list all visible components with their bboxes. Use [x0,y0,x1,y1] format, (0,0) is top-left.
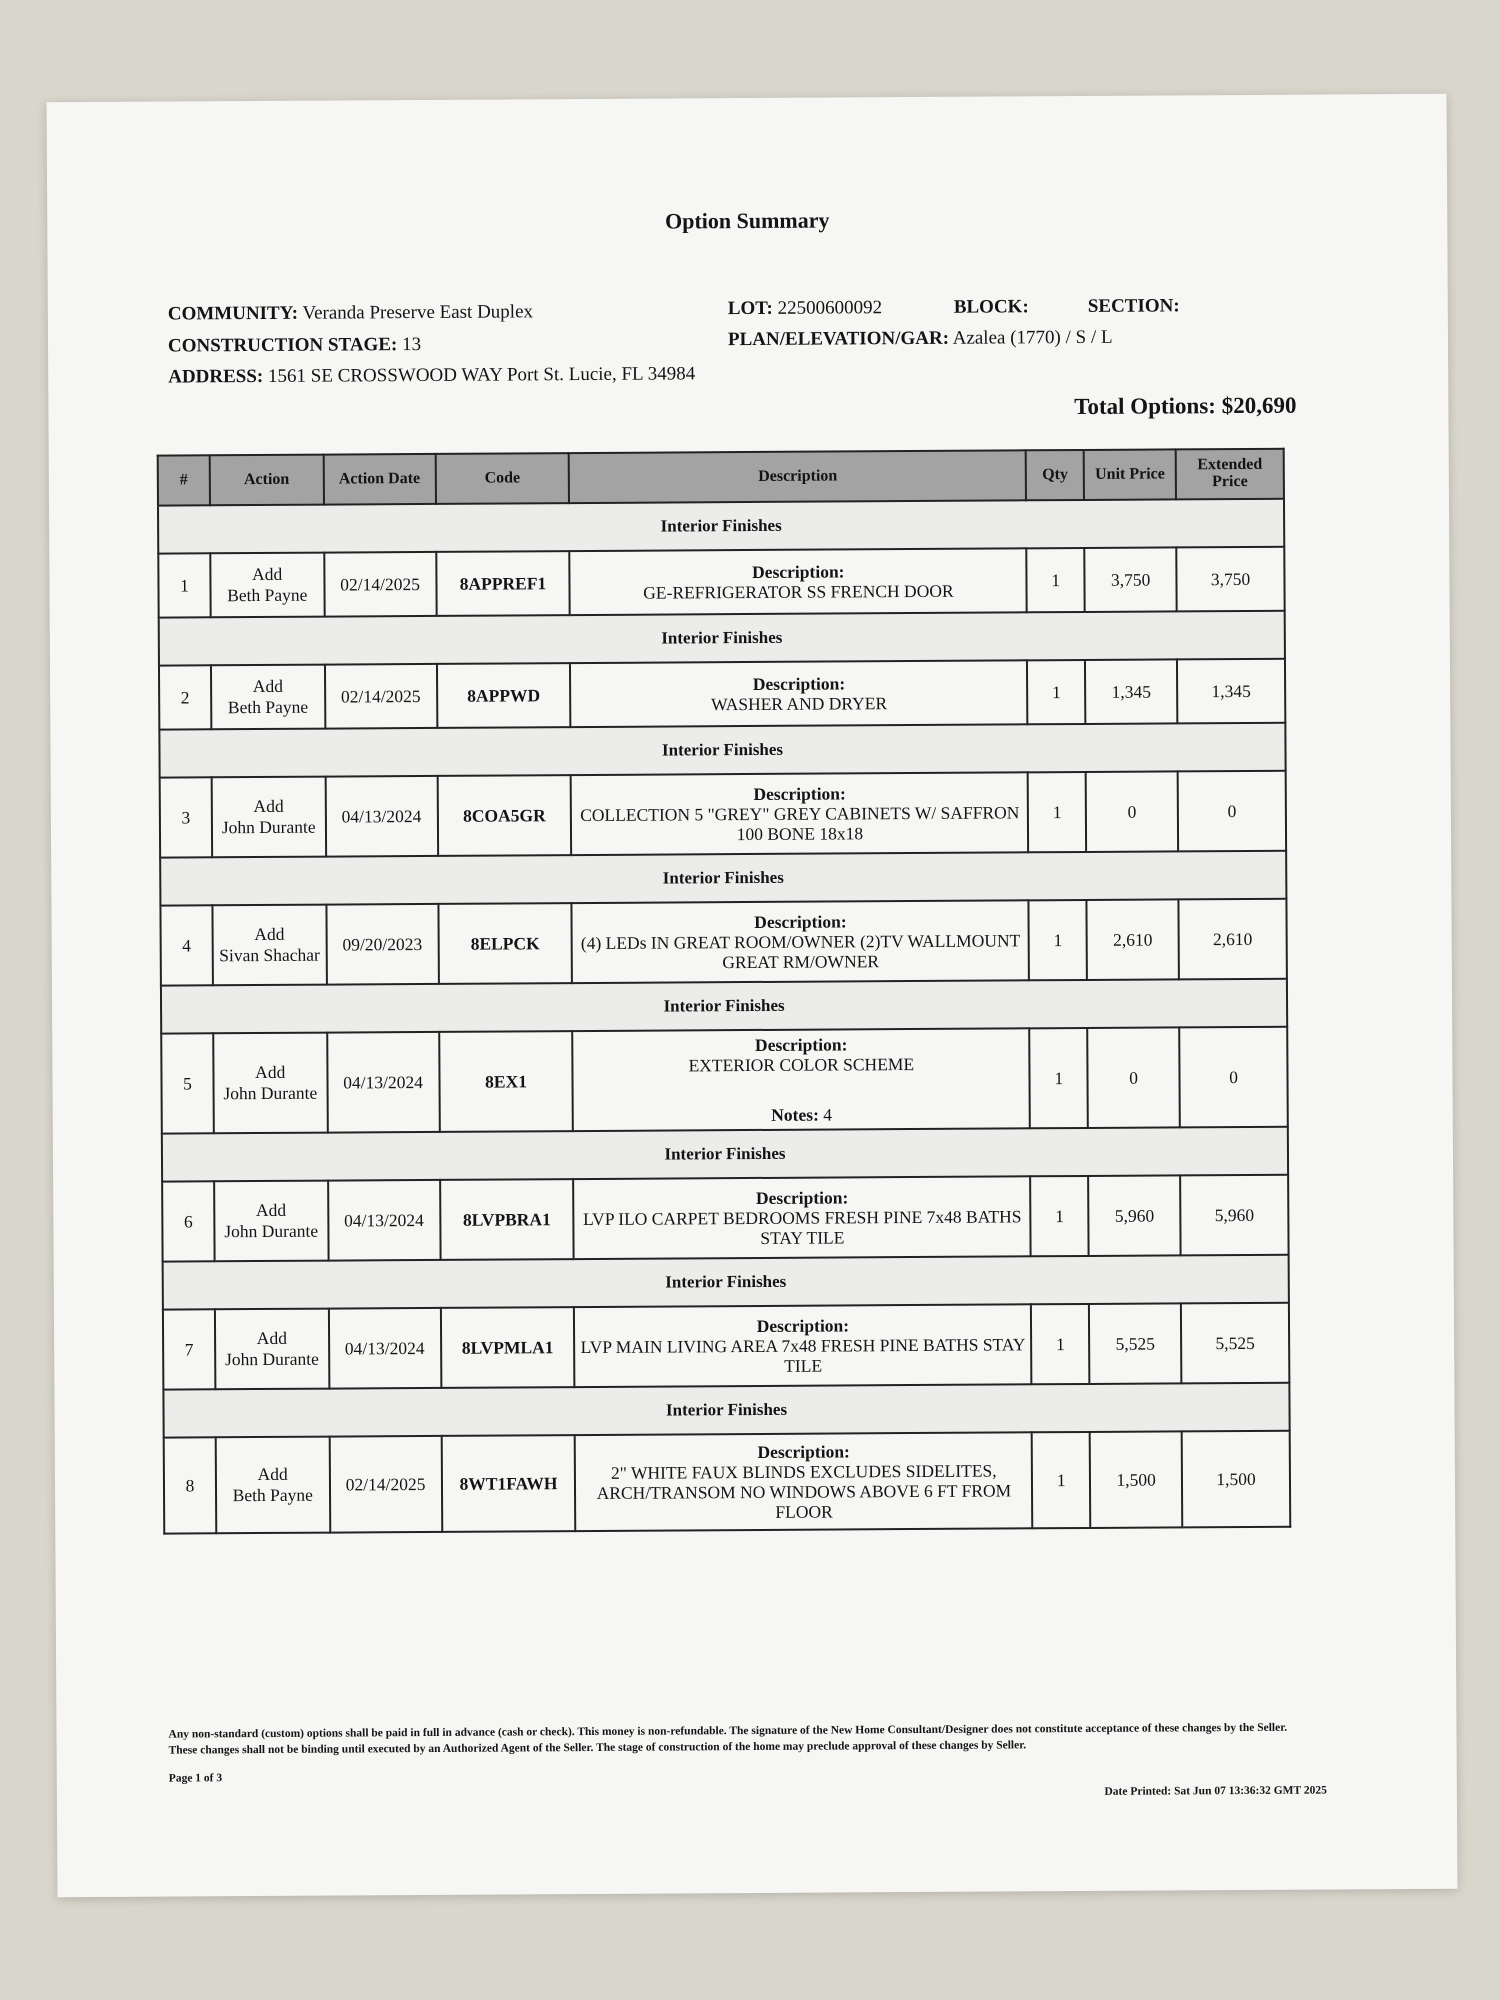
row-extended-price: 5,525 [1181,1303,1289,1384]
row-description [570,660,1027,727]
lot-line [728,297,882,320]
section-title: Interior Finishes [163,1255,1289,1310]
community-label: COMMUNITY: [167,302,299,325]
total-label: Total Options: [1074,393,1216,420]
row-extended-price: 2,610 [1178,899,1286,980]
header-num: # [158,455,210,505]
action-type: Add [252,675,283,697]
row-date: 04/13/2024 [327,1032,440,1133]
row-number: 5 [161,1033,213,1133]
disclaimer: Any non-standard (custom) options shall be paid in full in advance (cash or check). This money is non-refundable. The signature of the New Home Consultant/Designer does not constitute acceptance of these changes by the Seller. These changes shall not be binding until executed by an Authorized Agent of the Seller. The stage of construction of the home may preclude approval of these changes by Seller. [168,1721,1288,1757]
row-date: 09/20/2023 [326,904,438,985]
section-row [163,1383,1289,1438]
table-row [162,1175,1288,1262]
row-date: 04/13/2024 [325,776,437,857]
header-action-date: Action Date [323,454,435,505]
row-description [574,1176,1031,1259]
row-action [211,665,325,730]
action-person: Beth Payne [227,584,308,606]
lot-value: 22500600092 [777,297,883,319]
row-date: 02/14/2025 [324,552,436,617]
row-qty: 1 [1028,772,1086,852]
row-action [213,1033,327,1134]
row-unit-price: 5,525 [1089,1303,1181,1384]
row-number: 3 [160,777,212,857]
row-code: 8COA5GR [437,775,571,856]
row-date: 04/13/2024 [329,1308,441,1389]
action-type: Add [255,1061,286,1083]
section-row [160,851,1286,906]
section-title: Interior Finishes [160,851,1286,906]
row-number: 8 [164,1437,216,1533]
description-text: 2" WHITE FAUX BLINDS EXCLUDES SIDELITES, ARCH/TRANSOM NO WINDOWS ABOVE 6 FT FROM FLOOR [596,1460,1012,1522]
row-date: 04/13/2024 [328,1180,440,1261]
date-printed: Date Printed: Sat Jun 07 13:36:32 GMT 2025 [1104,1784,1327,1798]
description-label: Description: [756,1315,850,1336]
row-qty: 1 [1032,1432,1090,1528]
block-label: BLOCK: [953,296,1029,318]
row-action [212,777,326,858]
action-person: John Durante [225,1348,319,1370]
section-title: Interior Finishes [163,1383,1289,1438]
table-row [160,771,1286,858]
row-unit-price: 0 [1087,1027,1179,1128]
table-row [159,659,1285,730]
description-label: Description: [754,911,847,932]
stage-line [168,334,421,358]
row-action [212,905,326,986]
block-line [954,296,1029,318]
description-text: EXTERIOR COLOR SCHEME [688,1053,915,1076]
section-label: SECTION: [1087,295,1180,317]
row-extended-price: 0 [1178,771,1286,852]
row-extended-price: 1,345 [1177,659,1285,724]
section-title: Interior Finishes [159,723,1285,778]
row-qty: 1 [1029,900,1087,980]
section-title: Interior Finishes [158,499,1284,554]
address-label: ADDRESS: [168,365,264,388]
row-description [575,1432,1032,1531]
row-qty: 1 [1027,548,1085,612]
header-description: Description [569,450,1026,503]
total-options [1074,393,1296,420]
address-value: 1561 SE CROSSWOOD WAY Port St. Lucie, FL 34984 [267,363,696,387]
row-action [216,1437,330,1534]
row-number: 1 [158,553,210,617]
section-line [1088,295,1180,318]
header-qty: Qty [1026,450,1084,500]
action-type: Add [256,1327,287,1349]
section-row [161,979,1287,1034]
section-row [163,1255,1289,1310]
row-code: 8APPWD [437,663,571,728]
row-action [214,1181,328,1262]
row-unit-price: 1,500 [1090,1431,1182,1528]
row-unit-price: 0 [1086,771,1178,852]
plan-label: PLAN/ELEVATION/GAR: [727,327,950,351]
action-type: Add [257,1463,288,1485]
row-qty: 1 [1031,1304,1089,1384]
row-action [210,553,324,618]
action-type: Add [252,563,283,585]
section-title: Interior Finishes [161,979,1287,1034]
row-number: 2 [159,665,211,729]
paper-sheet [47,94,1458,1898]
description-text: WASHER AND DRYER [711,693,888,715]
row-unit-price: 3,750 [1085,547,1177,612]
description-text: LVP MAIN LIVING AREA 7x48 FRESH PINE BATHS STAY TILE [580,1334,1026,1376]
description-text: GE-REFRIGERATOR SS FRENCH DOOR [643,580,954,603]
row-unit-price: 5,960 [1088,1175,1180,1256]
community-value: Veranda Preserve East Duplex [302,301,534,324]
row-qty: 1 [1027,660,1085,724]
action-person: Beth Payne [227,696,309,718]
row-extended-price: 0 [1179,1027,1288,1128]
action-person: Beth Payne [232,1484,313,1506]
table-row [158,547,1284,618]
plan-line [728,327,1113,351]
action-type: Add [255,1199,287,1221]
table-body [158,499,1290,1534]
row-code: 8EX1 [439,1031,573,1132]
action-person: Sivan Shachar [219,944,320,966]
header-code: Code [435,453,569,504]
row-code: 8LVPBRA1 [440,1179,574,1260]
row-code: 8LVPMLA1 [440,1307,574,1388]
row-code: 8APPREF1 [436,551,570,616]
description-label: Description: [752,673,846,694]
address-line [168,363,695,388]
description-label: Description: [755,1187,849,1208]
row-description [573,1028,1030,1131]
row-number: 6 [162,1181,214,1261]
row-number: 7 [163,1309,215,1389]
row-qty: 1 [1030,1028,1089,1128]
row-date: 02/14/2025 [329,1436,441,1533]
row-qty: 1 [1030,1176,1088,1256]
section-row [158,499,1284,554]
notes-label: Notes: [771,1104,819,1125]
description-label: Description: [753,783,846,804]
section-row [159,611,1285,666]
row-code: 8ELPCK [438,903,572,984]
row-extended-price: 5,960 [1180,1175,1288,1256]
document-title: Option Summary [664,207,830,234]
action-person: John Durante [221,816,316,838]
row-date: 02/14/2025 [325,664,437,729]
description-text: COLLECTION 5 "GREY" GREY CABINETS W/ SAFFRON 100 BONE 18x18 [580,802,1020,845]
row-description [571,772,1028,855]
section-title: Interior Finishes [159,611,1285,666]
action-type: Add [253,795,284,817]
header-extended-price: Extended Price [1176,449,1284,500]
row-description [574,1304,1031,1387]
row-action [215,1309,329,1390]
header-action: Action [210,455,324,506]
notes [577,1103,1026,1126]
row-unit-price: 2,610 [1087,899,1179,980]
row-unit-price: 1,345 [1085,659,1177,724]
plan-value: Azalea (1770) / S / L [952,326,1113,349]
total-value: $20,690 [1221,392,1297,419]
table-row [161,1027,1288,1134]
description-label: Description: [754,1034,848,1055]
table-row [160,899,1286,986]
section-row [162,1127,1288,1182]
stage-value: 13 [401,334,422,356]
row-description [572,900,1029,983]
action-person: John Durante [223,1082,318,1104]
lot-label: LOT: [727,297,773,320]
table-row [164,1431,1291,1534]
options-table [157,448,1292,1535]
section-row [159,723,1285,778]
notes-value: 4 [823,1104,833,1125]
table-row [163,1303,1289,1390]
row-description [570,548,1027,615]
description-label: Description: [752,561,845,582]
row-extended-price: 3,750 [1176,547,1284,612]
header-unit-price: Unit Price [1084,449,1176,500]
description-label: Description: [757,1441,850,1462]
stage-label: CONSTRUCTION STAGE: [167,334,398,357]
action-person: John Durante [224,1220,319,1242]
row-code: 8WT1FAWH [441,1435,575,1532]
section-title: Interior Finishes [162,1127,1288,1182]
description-text: LVP ILO CARPET BEDROOMS FRESH PINE 7x48 BATHS STAY TILE [583,1206,1022,1249]
community-line [168,301,533,325]
page-number: Page 1 of 3 [168,1772,223,1785]
table-header-row [158,449,1284,506]
description-text: (4) LEDs IN GREAT ROOM/OWNER (2)TV WALLMOUNT GREAT RM/OWNER [580,930,1021,973]
row-number: 4 [160,905,212,985]
action-type: Add [254,923,285,945]
row-extended-price: 1,500 [1182,1431,1291,1528]
